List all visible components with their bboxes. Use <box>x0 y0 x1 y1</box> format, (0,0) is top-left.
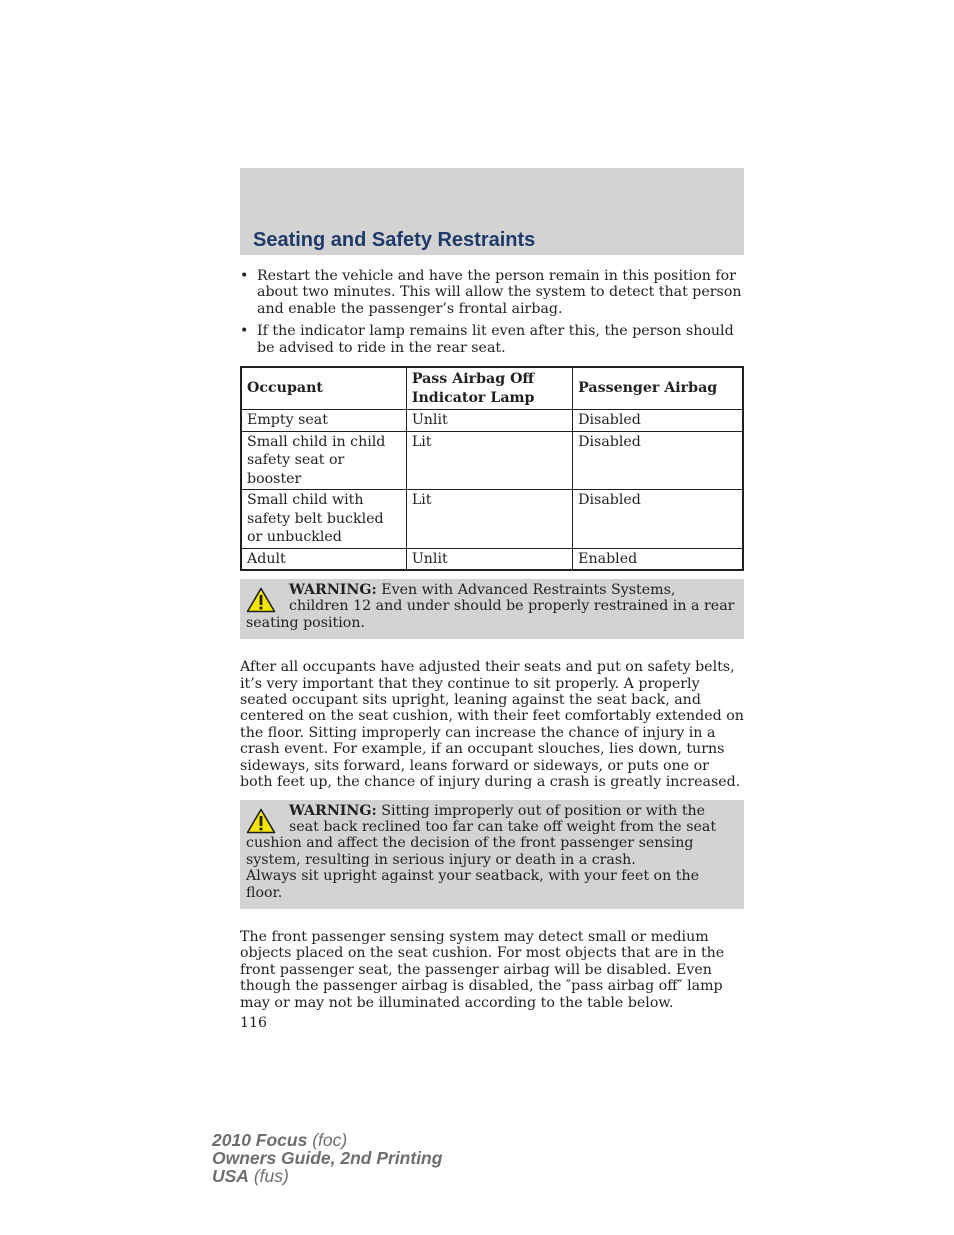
warning-label: WARNING: <box>289 582 377 599</box>
warning-text: Even with Advanced Restraints Systems, children 12 and under should be properly restrained in a rear seating position. <box>246 582 735 631</box>
warning-box-children <box>240 579 744 639</box>
bullet-list <box>240 268 744 356</box>
table-cell: Disabled <box>573 490 743 549</box>
occupant-airbag-table <box>240 366 744 571</box>
table-cell: Lit <box>406 490 572 549</box>
warning-label: WARNING: <box>289 802 377 819</box>
footer-model: 2010 Focus <box>212 1130 308 1150</box>
section-title: Seating and Safety Restraints <box>253 229 536 251</box>
table-cell: Small child in child safety seat or booster <box>241 431 406 490</box>
page-content <box>240 268 744 1031</box>
table-cell: Empty seat <box>241 410 406 432</box>
warning-box-seating-position <box>240 800 744 909</box>
warning-triangle-icon <box>246 808 276 834</box>
table-cell: Lit <box>406 431 572 490</box>
table-row <box>241 548 743 570</box>
bullet-text: Restart the vehicle and have the person remain in this position for about two minutes. This will allow the system to detect that person and enable the passenger’s frontal airbag. <box>257 268 742 317</box>
bullet-glyph: • <box>240 323 249 340</box>
paragraph-sitting-properly: After all occupants have adjusted their seats and put on safety belts, it’s very important that they continue to sit properly. A properly seated occupant sits upright, leaning against the seat back, and centered on the seat cushion, with their feet comfortably extended on the floor. Sitting improperly can increase the chance of injury in a crash event. For example, if an occupant slouches, lies down, turns sideways, sits forward, leans forward or sideways, or puts one or both feet up, the chance of injury during a crash is greatly increased. <box>240 659 744 791</box>
footer-market-code: (fus) <box>248 1166 289 1186</box>
warning-text: Sitting improperly out of position or with the seat back reclined too far can take off weight from the seat cushion and affect the decision of the front passenger sensing system, resulting in serious injury or death in a crash. <box>246 802 717 868</box>
table-row <box>241 431 743 490</box>
table-cell: Disabled <box>573 431 743 490</box>
table-row <box>241 490 743 549</box>
table-cell: Unlit <box>406 548 572 570</box>
table-cell: Small child with safety belt buckled or unbuckled <box>241 490 406 549</box>
table-cell: Disabled <box>573 410 743 432</box>
footer-model-code: (foc) <box>307 1130 348 1150</box>
list-item <box>240 323 744 356</box>
bullet-text: If the indicator lamp remains lit even after this, the person should be advised to ride in the rear seat. <box>257 323 734 356</box>
bullet-glyph: • <box>240 268 249 284</box>
table-cell: Unlit <box>406 410 572 432</box>
table-header-row <box>241 367 743 410</box>
footer-line-market <box>212 1167 442 1185</box>
footer-guide-edition: Owners Guide, 2nd Printing <box>212 1148 443 1168</box>
header-occupant: Occupant <box>241 367 406 410</box>
header-passenger-airbag: Passenger Airbag <box>573 367 743 410</box>
header-indicator-lamp: Pass Airbag Off Indicator Lamp <box>406 367 572 410</box>
footer-line-model <box>212 1131 442 1149</box>
section-header-band <box>240 168 744 255</box>
warning-text-line2: Always sit upright against your seatback, with your feet on the floor. <box>246 868 699 901</box>
warning-triangle-icon <box>246 587 276 613</box>
table-row <box>241 410 743 432</box>
footer-market: USA <box>212 1166 249 1186</box>
page-number: 116 <box>240 1014 268 1031</box>
document-footer <box>212 1131 442 1185</box>
table-cell: Adult <box>241 548 406 570</box>
paragraph-sensing-system: The front passenger sensing system may detect small or medium objects placed on the seat cushion. For most objects that are in the front passenger seat, the passenger airbag will be disabled. Even though the passenger airbag is disabled, the ″pass airbag off″ lamp may or may not be illuminated according to the table below. <box>240 928 725 1011</box>
table-cell: Enabled <box>573 548 743 570</box>
list-item <box>240 268 744 317</box>
